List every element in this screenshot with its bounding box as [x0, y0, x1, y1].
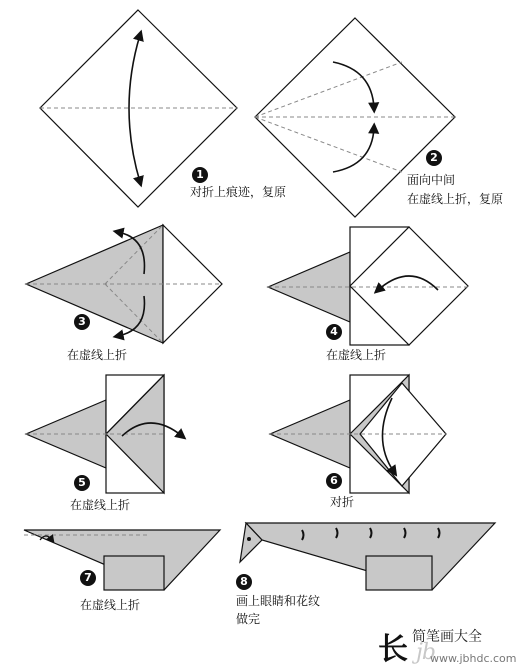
step-2-caption-line1: 面向中间	[407, 173, 456, 187]
step-4-number: 4	[326, 324, 342, 340]
step-8-caption-line2: 做完	[236, 612, 261, 626]
watermark-text: 简笔画大全	[412, 629, 482, 645]
step-5-figure	[26, 375, 182, 493]
step-5-caption: 在虚线上折	[70, 498, 131, 512]
step-2-number: 2	[426, 150, 442, 166]
step-6-figure	[270, 375, 446, 493]
step-3-figure	[26, 225, 222, 343]
step-5-number: 5	[74, 475, 90, 491]
watermark-logo-art: jb	[416, 640, 435, 665]
step-2-caption-line2: 在虚线上折，复原	[407, 192, 504, 206]
step-3-number: 3	[74, 314, 90, 330]
step-7-figure	[24, 530, 220, 590]
step-6-caption: 对折	[330, 495, 355, 509]
watermark-url: www.jbhdc.com	[430, 652, 517, 665]
step-8-number: 8	[236, 574, 252, 590]
step-7-caption: 在虚线上折	[80, 598, 141, 612]
step-4-caption: 在虚线上折	[326, 348, 387, 362]
step-1-number: 1	[192, 167, 208, 183]
step-3-caption: 在虚线上折	[67, 348, 128, 362]
step-8-figure	[240, 523, 495, 590]
step-4-figure	[268, 227, 468, 345]
step-8-caption-line1: 画上眼睛和花纹	[236, 594, 321, 608]
watermark-char: 长	[378, 632, 408, 667]
step-1-caption: 对折上痕迹，复原	[190, 185, 287, 199]
step-6-number: 6	[326, 473, 342, 489]
step-7-number: 7	[80, 570, 96, 586]
